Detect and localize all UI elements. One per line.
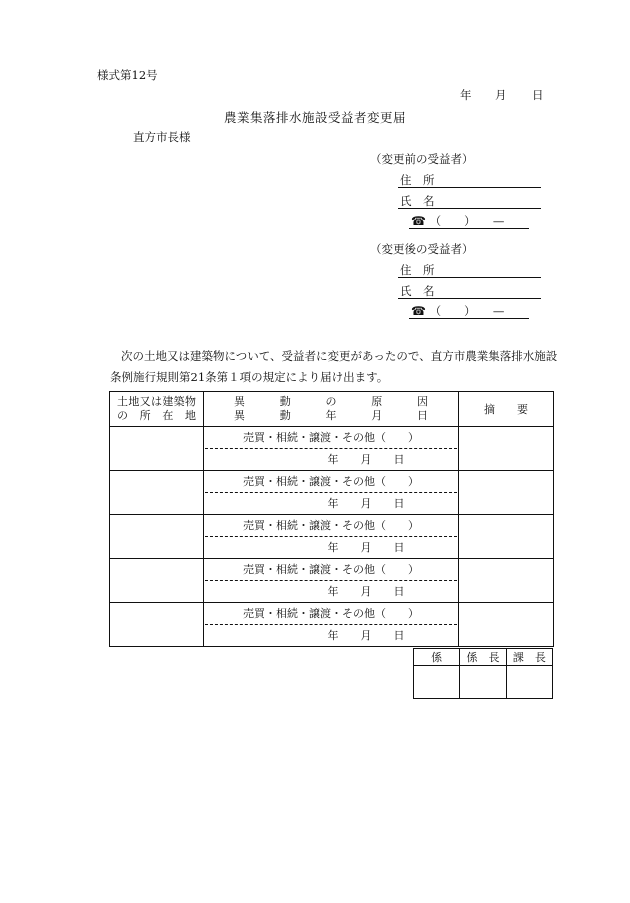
remarks-cell[interactable] — [459, 603, 554, 647]
cause-cell — [204, 603, 459, 647]
header-location-char: 地 — [184, 409, 196, 422]
location-cell[interactable] — [110, 559, 204, 603]
header-cause-line1 — [204, 395, 458, 409]
stamp-chief-box[interactable] — [460, 666, 506, 699]
stamp-section-chief-box[interactable] — [506, 666, 552, 699]
date-day: 日 — [532, 88, 544, 102]
header-cause-char: 原 — [371, 395, 383, 408]
cause-cell — [204, 515, 459, 559]
header-location-char: 建 — [162, 395, 174, 408]
change-date[interactable]: 年 月 日 — [327, 497, 405, 510]
cause-cell — [204, 427, 459, 471]
header-location-char: 地 — [128, 395, 140, 408]
header-location-char: 築 — [173, 395, 185, 408]
location-cell[interactable] — [110, 603, 204, 647]
cause-options[interactable]: 売買・相続・譲渡・その他（ ） — [205, 427, 457, 449]
header-location-char: 在 — [162, 409, 174, 422]
table-row — [110, 471, 554, 515]
after-heading: （変更後の受益者） — [370, 242, 474, 256]
remarks-cell[interactable] — [459, 515, 554, 559]
date-year: 年 — [460, 88, 472, 102]
after-address-line[interactable] — [398, 277, 541, 278]
change-date[interactable]: 年 月 日 — [327, 453, 405, 466]
stamp-clerk-label: 係 — [414, 649, 460, 666]
stamp-box-row — [414, 666, 553, 699]
before-phone-text: （ ） — — [429, 214, 505, 228]
header-location-char: は — [150, 395, 162, 408]
body-text-line2: 条例施行規則第21条第１項の規定により届け出ます。 — [110, 370, 389, 384]
form-title: 農業集落排水施設受益者変更届 — [223, 110, 406, 125]
header-location-char: の — [117, 409, 128, 422]
header-cause — [204, 392, 459, 427]
after-address-label: 住 所 — [400, 263, 435, 277]
header-cause-char: 動 — [279, 409, 291, 422]
stamp-header-row — [414, 649, 553, 666]
form-number: 様式第12号 — [97, 68, 158, 82]
cause-options[interactable]: 売買・相続・譲渡・その他（ ） — [205, 515, 457, 537]
table-row — [110, 559, 554, 603]
cause-options[interactable]: 売買・相続・譲渡・その他（ ） — [205, 471, 457, 493]
header-location-char: 物 — [184, 395, 196, 408]
cause-cell — [204, 471, 459, 515]
stamp-section-chief-label: 課 長 — [506, 649, 552, 666]
telephone-icon: ☎ — [411, 304, 426, 318]
header-location-line1 — [110, 395, 203, 409]
cause-options[interactable]: 売買・相続・譲渡・その他（ ） — [205, 603, 457, 625]
change-table — [109, 391, 554, 647]
date-month: 月 — [495, 88, 507, 102]
before-phone-line[interactable] — [409, 228, 529, 229]
header-cause-char: 異 — [234, 409, 245, 422]
cause-cell — [204, 559, 459, 603]
stamp-clerk-box[interactable] — [414, 666, 460, 699]
header-cause-char: 年 — [325, 409, 337, 422]
header-location — [110, 392, 204, 427]
table-header-row — [110, 392, 554, 427]
header-location-line2 — [110, 409, 203, 423]
header-location-char: 所 — [139, 409, 151, 422]
table-row — [110, 515, 554, 559]
remarks-cell[interactable] — [459, 559, 554, 603]
after-name-label: 氏 名 — [400, 284, 435, 298]
approval-stamp-table — [413, 648, 553, 699]
header-cause-line2 — [204, 409, 458, 423]
remarks-cell[interactable] — [459, 427, 554, 471]
header-cause-char: 動 — [279, 395, 291, 408]
before-heading: （変更前の受益者） — [370, 152, 474, 166]
header-cause-char: の — [325, 395, 337, 408]
header-location-char: 又 — [139, 395, 151, 408]
after-phone-line[interactable] — [409, 318, 529, 319]
header-cause-char: 異 — [234, 395, 245, 408]
header-location-char: 土 — [117, 395, 128, 408]
addressee: 直方市長様 — [133, 130, 191, 144]
change-date[interactable]: 年 月 日 — [327, 629, 405, 642]
after-name-line[interactable] — [398, 298, 541, 299]
before-address-line[interactable] — [398, 187, 541, 188]
location-cell[interactable] — [110, 471, 204, 515]
table-row — [110, 427, 554, 471]
location-cell[interactable] — [110, 427, 204, 471]
cause-options[interactable]: 売買・相続・譲渡・その他（ ） — [205, 559, 457, 581]
after-phone — [411, 304, 504, 318]
change-date[interactable]: 年 月 日 — [327, 585, 405, 598]
header-remarks: 摘 要 — [459, 392, 554, 427]
location-cell[interactable] — [110, 515, 204, 559]
before-phone — [411, 214, 504, 228]
header-cause-char: 日 — [417, 409, 428, 422]
before-address-label: 住 所 — [400, 173, 435, 187]
remarks-cell[interactable] — [459, 471, 554, 515]
after-phone-text: （ ） — — [429, 304, 505, 318]
before-name-label: 氏 名 — [400, 194, 435, 208]
header-cause-char: 月 — [371, 409, 383, 422]
header-cause-char: 因 — [417, 395, 428, 408]
stamp-chief-label: 係 長 — [460, 649, 506, 666]
telephone-icon: ☎ — [411, 214, 426, 228]
body-text-line1: 次の土地又は建築物について、受益者に変更があったので、直方市農業集落排水施設 — [121, 349, 558, 363]
before-name-line[interactable] — [398, 208, 541, 209]
change-date[interactable]: 年 月 日 — [327, 541, 405, 554]
table-row — [110, 603, 554, 647]
